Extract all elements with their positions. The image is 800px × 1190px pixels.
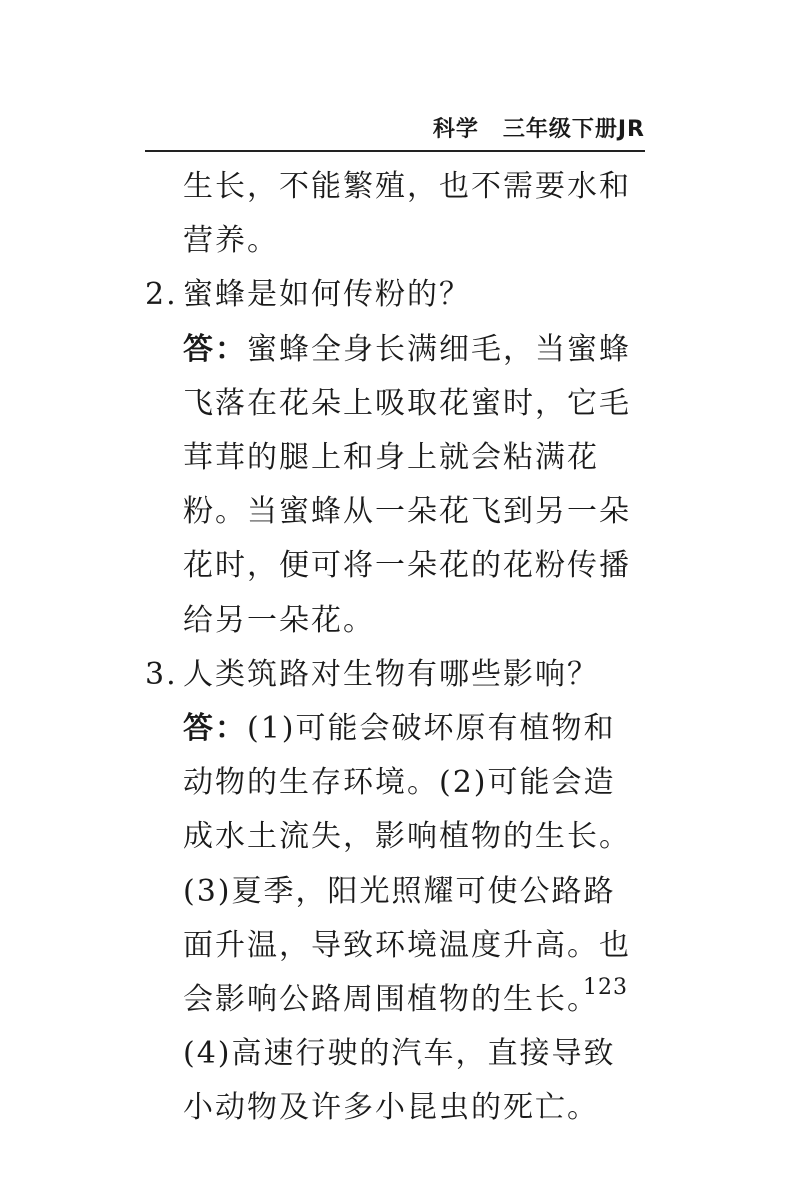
- continuation-text: 生长，不能繁殖，也不需要水和营养。: [183, 169, 631, 259]
- header-subject: 科学: [432, 117, 479, 142]
- header-edition: JR: [617, 117, 645, 142]
- answer-label: 答：: [183, 711, 247, 747]
- header-rule: [145, 150, 645, 152]
- question-3: [145, 648, 645, 702]
- answer-2: [145, 323, 645, 648]
- answer-label: 答：: [183, 331, 247, 367]
- running-header: [145, 112, 645, 143]
- question-text: 蜜蜂是如何传粉的？: [183, 277, 471, 313]
- question-2: [145, 268, 645, 322]
- answer-3: [145, 702, 645, 1136]
- page-number: 123: [583, 975, 628, 1000]
- header-grade: 三年级下册: [502, 117, 618, 142]
- question-text: 人类筑路对生物有哪些影响？: [183, 656, 599, 692]
- answer-text: (1)可能会破坏原有植物和动物的生存环境。(2)可能会造成水土流失，影响植物的生长。(3)夏季，阳光照耀可使公路路面升温，导致环境温度升高。也会影响公路周围植物的生长。(4)高速行驶的汽车，直接导致小动物及许多小昆虫的死亡。: [183, 711, 631, 1126]
- page-content: [145, 160, 645, 1136]
- answer-text: 蜜蜂全身长满细毛，当蜜蜂飞落在花朵上吸取花蜜时，它毛茸茸的腿上和身上就会粘满花粉。当蜜蜂从一朵花飞到另一朵花时，便可将一朵花的花粉传播给另一朵花。: [183, 331, 631, 638]
- question-number: 3.: [145, 656, 178, 692]
- question-number: 2.: [145, 277, 178, 313]
